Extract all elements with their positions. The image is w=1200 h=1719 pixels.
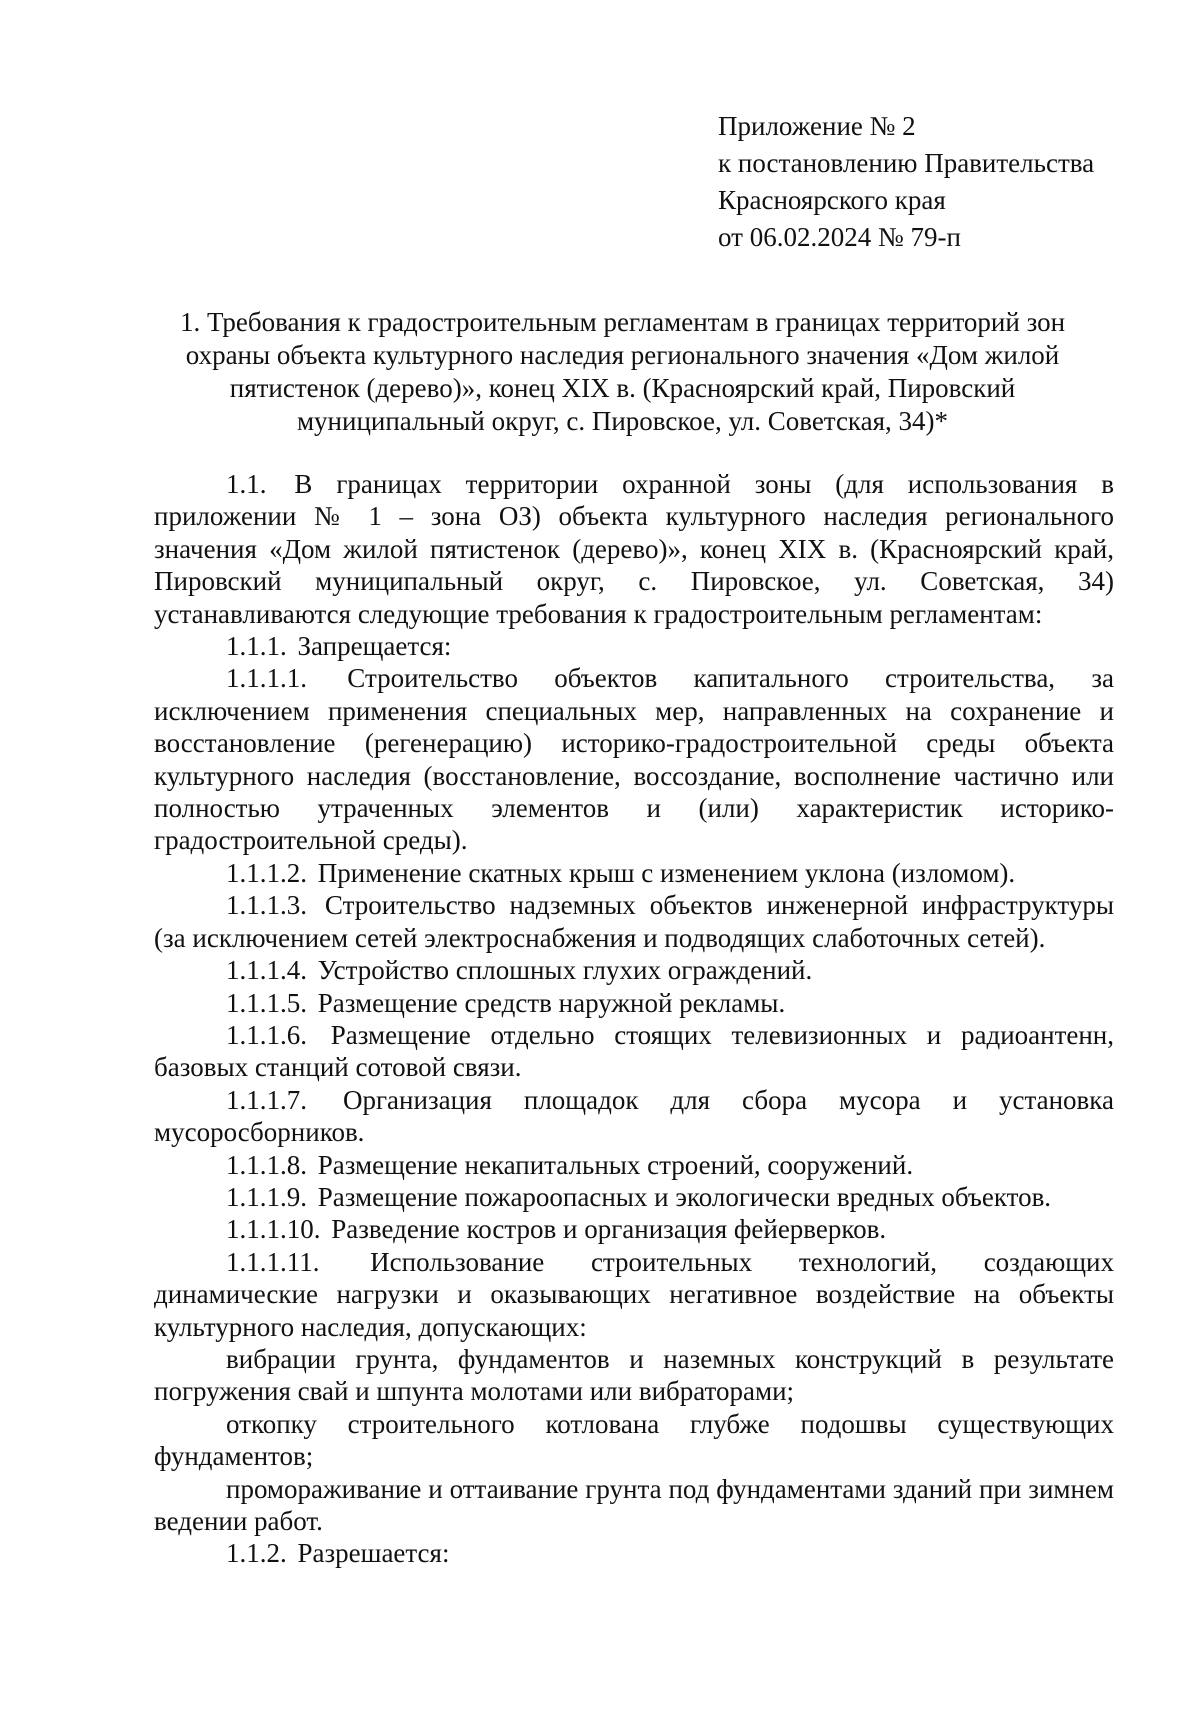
clause-number: 1.1.1.11.: [226, 1246, 320, 1277]
clause-text: Размещение пожароопасных и экологически вредных объектов.: [317, 1181, 1052, 1212]
clause-text: Строительство надземных объектов инженерной инфраструктуры (за исключением сетей электроснабжения и подводящих слаботочных сетей).: [154, 890, 1115, 953]
clause-paragraph: [154, 630, 1114, 662]
appendix-header-line: Приложение № 2: [718, 111, 916, 141]
clause-text: Размещение отдельно стоящих телевизионных и радиоантенн, базовых станций сотовой связи.: [154, 1019, 1115, 1083]
clause-text: Размещение средств наружной рекламы.: [317, 987, 786, 1018]
clause-paragraph: [154, 1019, 1114, 1084]
appendix-header-line: к постановлению Правительства: [718, 148, 1095, 178]
sub-item-paragraph: вибрации грунта, фундаментов и наземных конструкций в результате погружения свай и шпунта молотами или вибраторами;: [154, 1343, 1114, 1407]
sub-item-paragraph: откопку строительного котлована глубже подошвы существующих фундаментов;: [154, 1408, 1114, 1472]
clause-number: 1.1.1.10.: [226, 1214, 321, 1245]
clause-number: 1.1.2.: [226, 1538, 287, 1569]
clause-text: Разведение костров и организация фейерверков.: [331, 1214, 887, 1245]
clause-text: Применение скатных крыш с изменением уклона (изломом).: [317, 857, 1016, 888]
sub-item-paragraph: промораживание и оттаивание грунта под фундаментами зданий при зимнем ведении работ.: [154, 1473, 1114, 1536]
document-body: [154, 468, 1114, 1570]
clause-paragraph: [154, 1149, 1114, 1181]
clause-paragraph: [154, 1213, 1114, 1245]
clause-paragraph: [154, 468, 1114, 630]
appendix-header: [718, 108, 1158, 256]
clause-paragraph: [154, 857, 1114, 889]
clause-paragraph: [154, 954, 1114, 986]
clause-number: 1.1.1.1.: [226, 663, 307, 694]
clause-number: 1.1.1.9.: [226, 1181, 307, 1212]
clause-number: 1.1.1.5.: [226, 987, 307, 1018]
clause-number: 1.1.1.4.: [226, 955, 307, 986]
clause-number: 1.1.1.7.: [226, 1084, 307, 1115]
clause-number: 1.1.1.3.: [226, 890, 307, 921]
clause-text: Размещение некапитальных строений, сооружений.: [317, 1149, 914, 1180]
clause-text: Разрешается:: [297, 1538, 450, 1569]
appendix-header-line: от 06.02.2024 № 79-п: [718, 222, 961, 252]
section-title: 1. Требования к градостроительным регламентам в границах территорий зон охраны объекта культурного наследия регионального значения «Дом жилой пятистенок (дерево)», конец XIX в. (Красноярский край, Пировский муниципальный округ, с. Пировское, ул. Советская, 34)*: [179, 307, 1066, 436]
clause-paragraph: [154, 889, 1114, 954]
clause-paragraph: [154, 1537, 1114, 1569]
clause-text: Использование строительных технологий, создающих динамические нагрузки и оказывающих негативное воздействие на объекты культурного наследия, допускающих:: [154, 1246, 1114, 1342]
clause-number: 1.1.1.6.: [226, 1019, 307, 1050]
clause-text: Запрещается:: [297, 631, 452, 662]
clause-paragraph: [154, 1084, 1114, 1149]
clause-paragraph: [154, 662, 1114, 856]
clause-number: 1.1.: [226, 469, 267, 499]
clause-number: 1.1.1.2.: [226, 857, 307, 888]
appendix-header-line: Красноярского края: [718, 185, 946, 215]
clause-number: 1.1.1.: [226, 631, 287, 662]
clause-paragraph: [154, 1246, 1114, 1343]
clause-text: Устройство сплошных глухих ограждений.: [317, 955, 813, 986]
clause-number: 1.1.1.8.: [226, 1149, 307, 1180]
clause-text: Организация площадок для сбора мусора и установка мусоросборников.: [154, 1084, 1114, 1148]
clause-paragraph: [154, 1181, 1114, 1213]
clause-paragraph: [154, 987, 1114, 1019]
clause-text: В границах территории охранной зоны (для использования в приложении № 1 – зона ОЗ) объекта культурного наследия регионального значения «Дом жилой пятистенок (дерево)», конец XIX в. (Красноярский край, Пировский муниципальный округ, с. Пировское, ул. Советская, 34) устанавливаются следующие требования к градостроительным регламентам:: [154, 469, 1114, 629]
clause-text: Строительство объектов капитального строительства, за исключением применения специальных мер, направленных на сохранение и восстановление (регенерацию) историко-градостроительной среды объекта культурного наследия (восстановление, воссоздание, восполнение частично или полностью утраченных элементов и (или) характеристик историко-градостроительной среды).: [154, 663, 1114, 856]
